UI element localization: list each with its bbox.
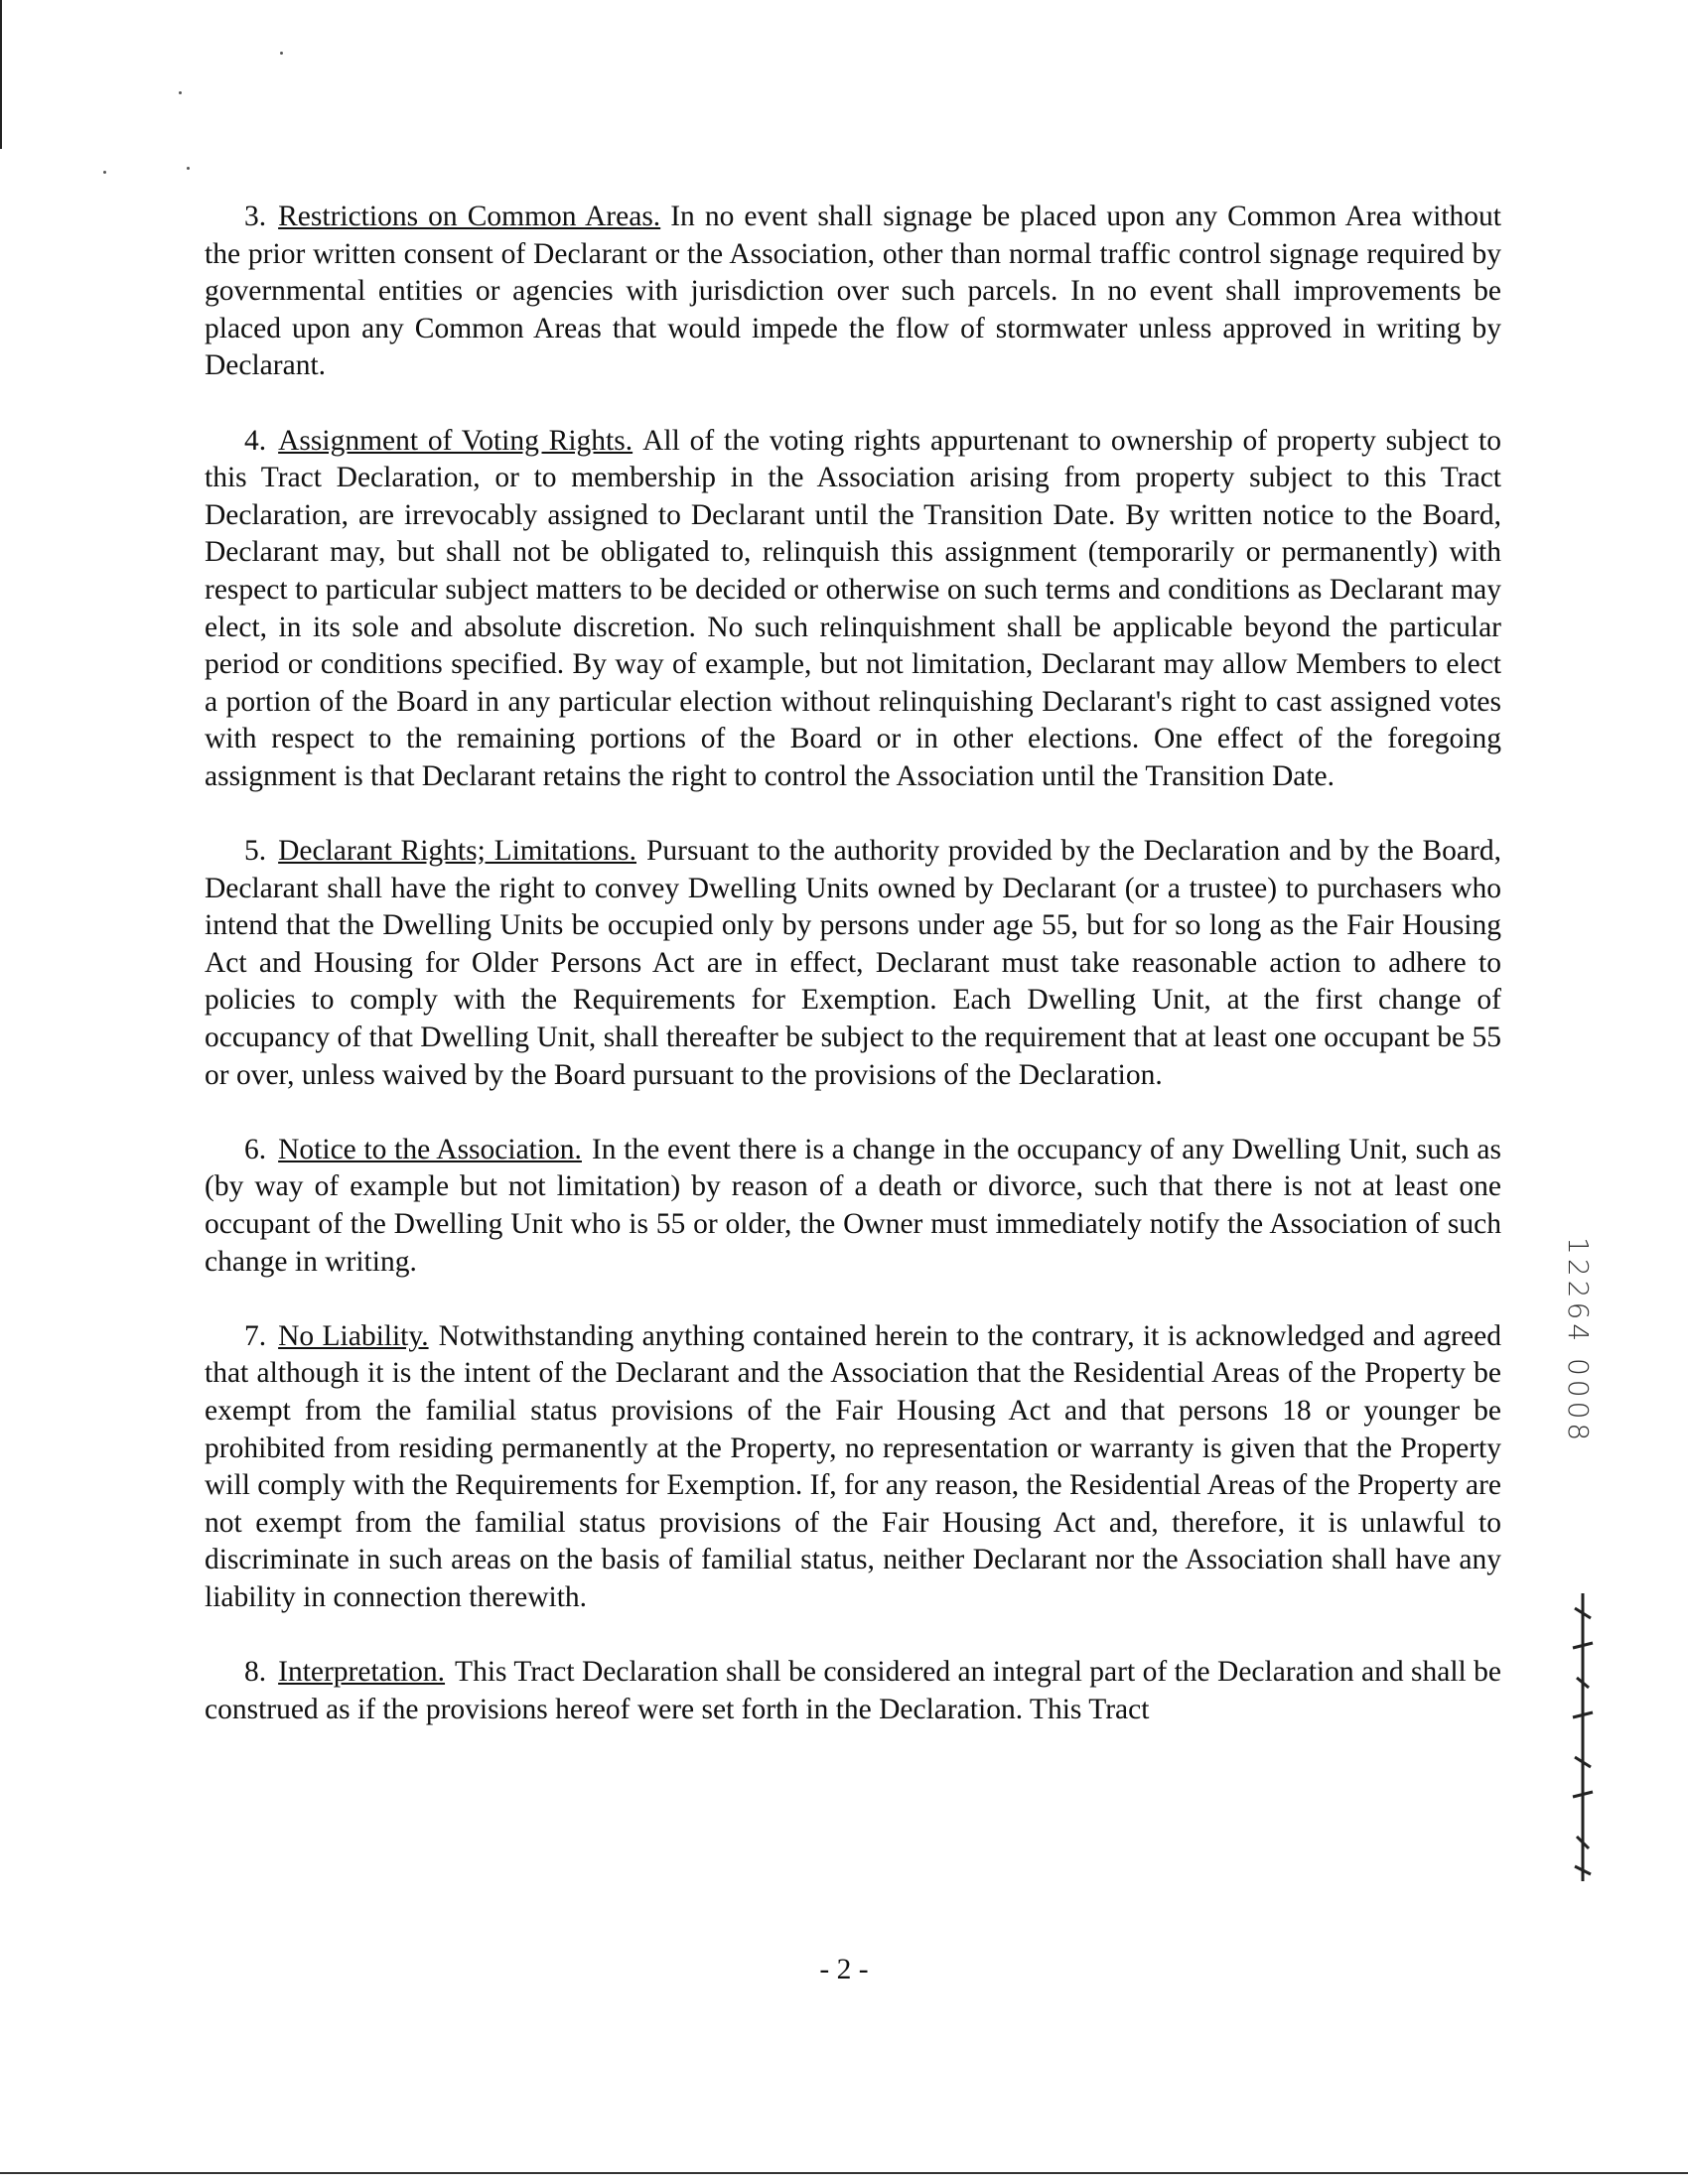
paragraph-text: In no event shall signage be placed upon any Common Area without the prior written consent of Declarant or the Association, other than normal traffic control signage required by governmental entities or agencies with jurisdiction over such parcels. In no event shall improvements be placed upon any Common Areas that would impede the flow of stormwater unless approved in writing by Declarant. <box>205 201 1501 382</box>
scan-speck <box>187 167 190 170</box>
paragraph-heading: Declarant Rights; Limitations. <box>278 835 636 868</box>
scan-speck <box>103 171 106 174</box>
paragraph-heading: No Liability. <box>278 1319 429 1352</box>
recording-number-stamp: 12264 0008 <box>1562 1237 1595 1445</box>
paragraph-heading: Restrictions on Common Areas. <box>278 201 661 232</box>
paragraph-3 <box>205 199 1501 385</box>
scan-speck <box>179 91 182 94</box>
paragraph-heading: Notice to the Association. <box>278 1133 582 1165</box>
paragraph-heading: Assignment of Voting Rights. <box>278 424 633 457</box>
paragraph-text: In the event there is a change in the occupancy of any Dwelling Unit, such as (by way of example but not limitation) by reason of a death or divorce, such that there is not at least one occupant of the Dwelling Unit who is 55 or older, the Owner must immediately notify the Association of such change in writing. <box>205 1133 1501 1278</box>
paragraph-8 <box>205 1654 1501 1728</box>
paragraph-6 <box>205 1132 1501 1281</box>
paragraph-number: 6. <box>244 1133 267 1165</box>
paragraph-text: All of the voting rights appurtenant to ownership of property subject to this Tract Declaration, or to membership in the Association arising from property subject to this Tract Declaration, are irrevocably assigned to Declarant until the Transition Date. By written notice to the Board, Declarant may, but shall not be obligated to, relinquish this assignment (temporarily or permanently) with respect to particular subject matters to be decided or otherwise on such terms and conditions as Declarant may elect, in its sole and absolute discretion. No such relinquishment shall be applicable beyond the particular period or conditions specified. By way of example, but not limitation, Declarant may allow Members to elect a portion of the Board in any particular election without relinquishing Declarant's right to cast assigned votes with respect to the remaining portions of the Board or in other elections. One effect of the foregoing assignment is that Declarant retains the right to control the Association until the Transition Date. <box>205 424 1501 792</box>
paragraph-7 <box>205 1318 1501 1617</box>
paragraph-text: This Tract Declaration shall be considered an integral part of the Declaration and shall be construed as if the provisions hereof were set forth in the Declaration. This Tract <box>205 1656 1501 1725</box>
scan-edge-line <box>0 0 2 149</box>
paragraph-text: Pursuant to the authority provided by the Declaration and by the Board, Declarant shall have the right to convey Dwelling Units owned by Declarant (or a trustee) to purchasers who intend that the Dwelling Units be occupied only by persons under age 55, but for so long as the Fair Housing Act and Housing for Older Persons Act are in effect, Declarant must take reasonable action to adhere to policies to comply with the Requirements for Exemption. Each Dwelling Unit, at the first change of occupancy of that Dwelling Unit, shall thereafter be subject to the requirement that at least one occupant be 55 or over, unless waived by the Board pursuant to the provisions of the Declaration. <box>205 835 1501 1091</box>
paragraph-4 <box>205 423 1501 796</box>
paragraph-number: 3. <box>244 201 267 232</box>
scan-edge-line <box>0 2172 1688 2174</box>
paragraph-text: Notwithstanding anything contained herein to the contrary, it is acknowledged and agreed that although it is the intent of the Declarant and the Association that the Residential Areas of the Property be exempt from the familial status provisions of the Fair Housing Act and that persons 18 or younger be prohibited from residing permanently at the Property, no representation or warranty is given that the Property will comply with the Requirements for Exemption. If, for any reason, the Residential Areas of the Property are not exempt from the familial status provisions of the Fair Housing Act and, therefore, it is unlawful to discriminate in such areas on the basis of familial status, neither Declarant nor the Association shall have any liability in connection therewith. <box>205 1319 1501 1613</box>
handwritten-margin-mark <box>1565 1588 1601 1886</box>
scan-speck <box>280 52 283 55</box>
paragraph-number: 7. <box>244 1319 267 1352</box>
paragraph-heading: Interpretation. <box>278 1656 446 1689</box>
paragraph-number: 5. <box>244 835 267 868</box>
page-number: - 2 - <box>819 1954 869 1985</box>
paragraph-number: 4. <box>244 424 267 457</box>
paragraph-number: 8. <box>244 1656 267 1689</box>
document-body <box>205 199 1501 1766</box>
paragraph-5 <box>205 833 1501 1094</box>
